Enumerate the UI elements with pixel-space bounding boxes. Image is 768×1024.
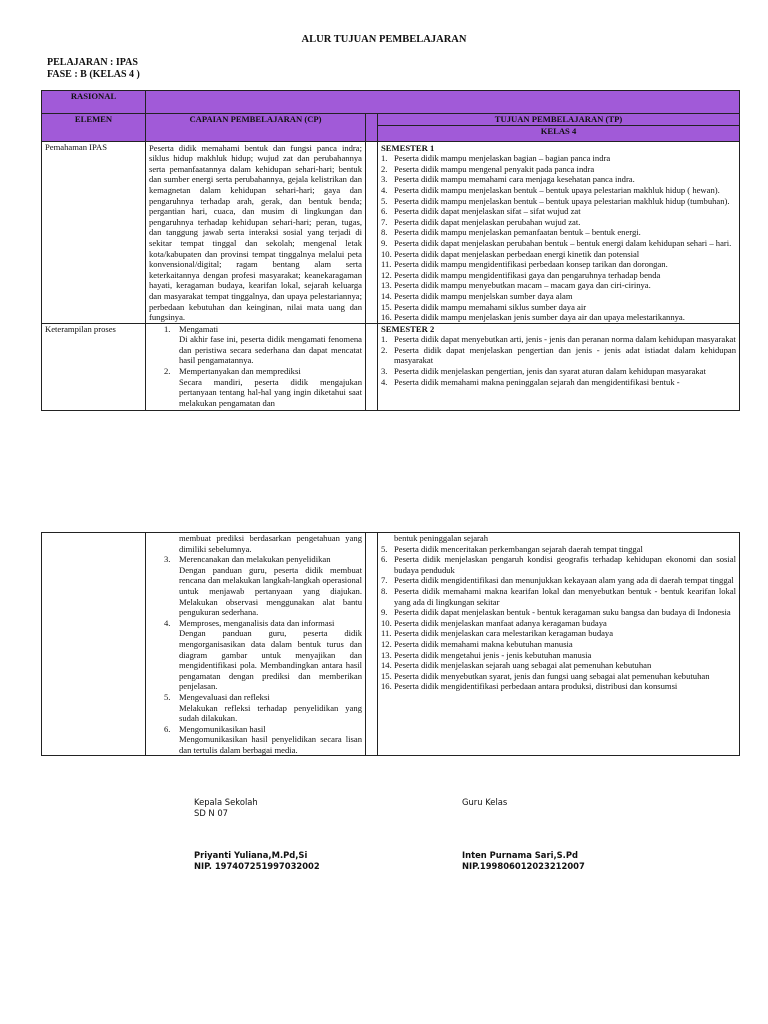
tp-item-number: 15. (381, 301, 392, 312)
cp-item-heading: Memproses, menganalisis data dan informasi (179, 617, 335, 628)
tp-item-number: 12. (381, 638, 392, 649)
tp-list-item (381, 238, 736, 249)
document-title: ALUR TUJUAN PEMBELAJARAN (301, 34, 467, 45)
cp-item-text: Melakukan refleksi terhadap penyelidikan yang sudah dilakukan. (179, 702, 362, 724)
tp-list-item (381, 302, 736, 313)
principal-signature-block (194, 797, 320, 872)
cp-list-item (149, 692, 362, 724)
tp-semester-2-cell (378, 323, 740, 410)
spacer-header (366, 114, 378, 142)
tp-list-item (381, 366, 736, 377)
tp-list-item (381, 345, 736, 366)
tp-item-text: Peserta didik menjelaskan pengaruh kondisi geografis terhadap kehidupan ekonomi dan sosial budaya penduduk (394, 554, 736, 575)
principal-name: Priyanti Yuliana,M.Pd,Si (194, 850, 308, 860)
cp-keterampilan-list-2 (149, 554, 362, 755)
elemen-keterampilan: Keterampilan proses (42, 323, 146, 410)
tp-item-number: 8. (381, 227, 388, 238)
principal-nip: NIP. 197407251997032002 (194, 861, 320, 871)
tp-continued-text: bentuk peninggalan sejarah (394, 533, 489, 543)
tp-item-number: 2. (381, 344, 388, 355)
cp-item-text: Dengan panduan guru, peserta didik mengorganisasikan data dalam bentuk turus dan diagram gambar untuk menyajikan dan mengidentifikasi pola. Membandingkan antara hasil pengamatan dengan prediksi dan memberikan penjelasan. (179, 628, 362, 692)
cp-list-item (149, 724, 362, 756)
tp-list-item (381, 628, 736, 639)
tp-item-number: 8. (381, 585, 388, 596)
tp-semester-2-list-1 (381, 334, 736, 387)
rasional-content-cell (146, 91, 740, 114)
tp-item-text: Peserta didik mampu menjelaskan bagian – bagian panca indra (394, 153, 611, 164)
tp-item-text: Peserta didik menyebutkan syarat, jenis dan fungsi uang sebagai alat pemenuhan kebutuhan (394, 670, 710, 681)
tp-item-text: Peserta didik mampu menjelaskan bentuk – bentuk upaya pelestarian makhluk hidup (tumbuhan). (394, 195, 730, 206)
cp-item-number: 5. (164, 691, 171, 702)
cp-item-number: 4. (164, 617, 171, 628)
tp-list-item (381, 196, 736, 207)
tp-item-number: 3. (381, 174, 388, 185)
phase-label: FASE : B (KELAS 4 ) (47, 69, 140, 80)
tp-item-text: Peserta didik mampu menjelaskan bentuk – bentuk upaya pelestarian makhluk hidup ( hewan). (394, 184, 720, 195)
tp-semester-1-list (381, 153, 736, 323)
semester-1-label: SEMESTER 1 (381, 142, 435, 153)
tp-item-text: Peserta didik menjelaskan manfaat adanya keragaman budaya (394, 617, 607, 628)
tp-item-number: 1. (381, 334, 388, 345)
tp-item-number: 11. (381, 628, 392, 639)
tp-item-number: 14. (381, 660, 392, 671)
tp-list-item (381, 280, 736, 291)
tp-item-number: 9. (381, 607, 388, 618)
tp-list-item (381, 660, 736, 671)
cp-keterampilan-page-1 (146, 323, 366, 410)
tp-item-number: 9. (381, 237, 388, 248)
tp-item-number: 7. (381, 216, 388, 227)
cp-item-heading: Merencanakan dan melakukan penyelidikan (179, 554, 331, 565)
tp-list-item (381, 153, 736, 164)
teacher-signature-block (462, 797, 585, 872)
tp-list-item (381, 586, 736, 607)
tp-list-item (381, 174, 736, 185)
tp-list-item (381, 681, 736, 692)
tp-item-text: Peserta didik mengidentifikasi perbedaan antara produksi, distribusi dan konsumsi (394, 681, 678, 692)
tp-item-number: 13. (381, 280, 392, 291)
tp-item-text: Peserta didik menjelaskan sejarah uang sebagai alat pemenuhan kebutuhan (394, 660, 652, 671)
tp-item-text: Peserta didik mampu mengenal penyakit pada panca indra (394, 163, 595, 174)
tp-list-item (381, 650, 736, 661)
cp-item-number: 1. (164, 323, 171, 334)
subject-label: PELAJARAN : IPAS (47, 57, 138, 68)
tp-item-text: Peserta didik dapat menjelaskan perubahan bentuk – bentuk energi dalam kehidupan sehari – hari. (394, 237, 732, 248)
tp-item-text: Peserta didik dapat menjelaskan sifat – sifat wujud zat (394, 206, 581, 217)
tp-list-item (381, 554, 736, 575)
cp-item-text: Secara mandiri, peserta didik mengajukan pertanyaan tentang hal-hal yang ingin diketahui saat melakukan pengamatan dan (179, 376, 362, 408)
keterampilan-row (42, 323, 740, 410)
cp-item-heading: Mengomunikasikan hasil (179, 723, 266, 734)
tp-item-text: Peserta didik mengetahui jenis - jenis kebutuhan manusia (394, 649, 592, 660)
tp-item-number: 11. (381, 259, 392, 270)
tp-item-number: 15. (381, 670, 392, 681)
tp-item-text: Peserta didik mampu menjelskan sumber daya alam (394, 290, 573, 301)
tp-item-number: 14. (381, 290, 392, 301)
tp-list-item (381, 270, 736, 281)
spacer-cell (366, 323, 378, 410)
tp-item-number: 12. (381, 269, 392, 280)
tp-item-number: 1. (381, 153, 388, 164)
tp-item-text: Peserta didik mengidentifikasi dan menunjukkan kekayaan alam yang ada di daerah tempat tinggal (394, 575, 734, 586)
spacer-cell (366, 141, 378, 323)
tp-header: TUJUAN PEMBELAJARAN (TP) (378, 114, 740, 126)
tp-list-item (381, 312, 736, 323)
cp-keterampilan-page-2 (146, 533, 366, 756)
tp-item-number: 7. (381, 575, 388, 586)
tp-list-item (381, 249, 736, 260)
cp-item-number: 6. (164, 723, 171, 734)
tp-item-text: Peserta didik dapat menjelaskan pengertian dan jenis - jenis adat istiadat dalam kehidupan masyarakat (394, 344, 737, 366)
tp-item-number: 5. (381, 195, 388, 206)
tp-semester-1-cell (378, 141, 740, 323)
semester-2-label: SEMESTER 2 (381, 323, 435, 334)
tp-item-number: 10. (381, 248, 392, 259)
teacher-nip: NIP.199806012023212007 (462, 861, 585, 871)
cp-item-number: 2. (164, 366, 171, 377)
cp-item-text: Mengomunikasikan hasil penyelidikan secara lisan dan tertulis dalam berbagai media. (179, 734, 362, 755)
cp-item-text: Dengan panduan guru, peserta didik membuat rencana dan melakukan langkah-langkah operasional untuk menjawab pertanyaan yang diajukan. Melakukan observasi menggunakan alat bantu pengukuran sederhana. (179, 564, 362, 618)
tp-item-number: 16. (381, 312, 392, 323)
tp-item-text: Peserta didik dapat menjelaskan perbedaan energi kinetik dan potensial (394, 248, 640, 259)
pemahaman-row (42, 141, 740, 323)
tp-item-number: 6. (381, 554, 388, 565)
cp-item-heading: Mempertanyakan dan memprediksi (179, 366, 301, 377)
cp-item-number: 3. (164, 554, 171, 565)
principal-role: Kepala Sekolah (194, 797, 258, 807)
cp-item-text: Di akhir fase ini, peserta didik mengamati fenomena dan peristiwa secara sederhana dan dapat mencatat hasil pengamatannya. (179, 334, 362, 366)
tp-list-item (381, 291, 736, 302)
spacer-cell (366, 533, 378, 756)
tp-item-text: Peserta didik mampu mengidentifikasi perbedaan konsep tarikan dan dorongan. (394, 259, 668, 270)
cp-header: CAPAIAN PEMBELAJARAN (CP) (146, 114, 366, 142)
rasional-row (42, 91, 740, 114)
tp-item-number: 16. (381, 681, 392, 692)
cp-list-item (149, 324, 362, 366)
tp-item-number: 13. (381, 649, 392, 660)
tp-item-text: Peserta didik mampu menjelaskan jenis sumber daya air dan upaya melestarikannya. (394, 312, 685, 323)
tp-item-number: 4. (381, 184, 388, 195)
tp-list-item (381, 618, 736, 629)
tp-item-text: Peserta didik menjelaskan pengertian, jenis dan syarat aturan dalam kehidupan masyarakat (394, 366, 706, 377)
tp-item-text: Peserta didik mampu mengidentifikasi gaya dan pengaruhnya terhadap benda (394, 269, 661, 280)
tp-item-number: 5. (381, 543, 388, 554)
teacher-role: Guru Kelas (462, 797, 508, 807)
elemen-pemahaman: Pemahaman IPAS (42, 141, 146, 323)
tp-item-text: Peserta didik menceritakan perkembangan sejarah daerah tempat tinggal (394, 543, 643, 554)
tp-list-item (381, 671, 736, 682)
cp-pemahaman: Peserta didik memahami bentuk dan fungsi panca indra; siklus hidup makhluk hidup; wujud zat dan perubahannya serta pemanfaatannya dalam kehidupan sehari-hari; bentuk dan sumber energi serta perubahannya, gejala kelistrikan dan kemagnetan dalam kehidupan sehari-hari; gaya dan pengaruhnya terhadap arah, gerak, dan bentuk benda; pergantian hari, cuaca, dan musim di lingkungan dan pengaruhnya terhadap kehidupan sehari-hari; peran, tugas, dan tanggung jawab serta interaksi sosial yang terjadi di sekitar tempat tinggal dan sekolah; mengenal letak kota/kabupaten dan provinsi tempat tinggalnya melalui peta konvensional/digital; ragam bentang alam serta keterkaitannya dengan profesi masyarakat; keanekaragaman hayati, keragaman budaya, kearifan lokal, sejarah keluarga dan masyarakat tempat tinggalnya, dan upaya pelestariannya; perbedaan kebutuhan dan keinginan, nilai mata uang dan fungsinya. (146, 141, 366, 323)
rasional-header: RASIONAL (42, 91, 146, 114)
tp-list-item (381, 334, 736, 345)
cp-list-item (149, 366, 362, 408)
elemen-continued (42, 533, 146, 756)
tp-item-text: Peserta didik mampu memahami siklus sumber daya air (394, 301, 587, 312)
teacher-name: Inten Purnama Sari,S.Pd (462, 850, 578, 860)
tp-item-text: Peserta didik memahami makna peninggalan sejarah dan mengidentifikasi bentuk - (394, 376, 680, 387)
tp-list-item (381, 377, 736, 388)
cp-item-heading: Mengevaluasi dan refleksi (179, 691, 270, 702)
cp-continued-text: membuat prediksi berdasarkan pengetahuan yang dimiliki sebelumnya. (179, 533, 362, 554)
tp-item-text: Peserta didik memahami makna kebutuhan manusia (394, 638, 573, 649)
tp-item-text: Peserta didik dapat menjelaskan bentuk - bentuk keragaman suku bangsa dan budaya di Indonesia (394, 607, 731, 618)
tp-list-item (381, 544, 736, 555)
tp-list-item (381, 575, 736, 586)
cp-item-heading: Mengamati (179, 323, 219, 334)
school-name: SD N 07 (194, 808, 229, 818)
atp-table-page-2 (41, 532, 740, 756)
tp-list-item (381, 639, 736, 650)
atp-table-page-1 (41, 90, 740, 411)
kelas-header: KELAS 4 (378, 125, 740, 141)
tp-list-item (381, 259, 736, 270)
tp-list-item (381, 206, 736, 217)
tp-list-item (381, 227, 736, 238)
tp-semester-2-list-2 (381, 544, 736, 692)
keterampilan-row-continued (42, 533, 740, 756)
cp-list-item (149, 618, 362, 692)
tp-item-number: 2. (381, 163, 388, 174)
tp-item-number: 6. (381, 206, 388, 217)
tp-item-text: Peserta didik menjelaskan cara melestarikan keragaman budaya (394, 628, 614, 639)
tp-list-item (381, 217, 736, 228)
tp-list-item (381, 607, 736, 618)
tp-list-item (381, 164, 736, 175)
tp-item-text: Peserta didik dapat menyebutkan arti, jenis - jenis dan peranan norma dalam kehidupan masyarakat (394, 334, 736, 345)
elemen-header: ELEMEN (42, 114, 146, 142)
tp-item-text: Peserta didik memahami makna kearifan lokal dan menyebutkan bentuk - bentuk kearifan lokal yang ada di lingkungan sekitar (394, 585, 736, 607)
tp-item-text: Peserta didik dapat menjelaskan perubahan wujud zat. (394, 216, 581, 227)
tp-item-text: Peserta didik mampu memahami cara menjaga kesehatan panca indra. (394, 174, 635, 185)
tp-item-number: 3. (381, 366, 388, 377)
tp-list-item (381, 185, 736, 196)
tp-semester-2-continued-cell (378, 533, 740, 756)
cp-keterampilan-list-1 (149, 324, 362, 409)
header-row (42, 114, 740, 126)
tp-item-text: Peserta didik mampu menjelaskan pemanfaatan bentuk – bentuk energi. (394, 227, 641, 238)
tp-item-number: 4. (381, 376, 388, 387)
tp-item-number: 10. (381, 617, 392, 628)
tp-item-text: Peserta didik mampu menyebutkan macam – macam gaya dan ciri-cirinya. (394, 280, 651, 291)
cp-list-item (149, 554, 362, 618)
